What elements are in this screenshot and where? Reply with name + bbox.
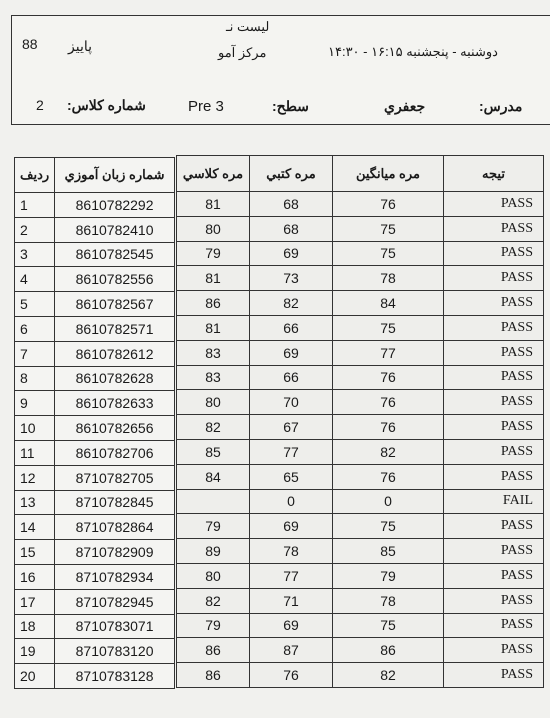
- header-right-panel: [176, 16, 549, 123]
- average-score: 86: [333, 638, 444, 663]
- table-row: [15, 440, 175, 465]
- result: PASS: [444, 415, 544, 440]
- row-number: 12: [15, 465, 55, 490]
- class-score: 89: [177, 539, 250, 564]
- table-row: [177, 464, 544, 489]
- class-score: 86: [177, 638, 250, 663]
- average-score: 78: [333, 266, 444, 291]
- table-row: [177, 216, 544, 241]
- table-row: [177, 390, 544, 415]
- result: PASS: [444, 365, 544, 390]
- row-number: 16: [15, 564, 55, 589]
- written-score: 76: [250, 663, 333, 688]
- result: PASS: [444, 390, 544, 415]
- written-score: 69: [250, 241, 333, 266]
- student-id: 8710782845: [55, 490, 175, 515]
- result: PASS: [444, 613, 544, 638]
- result: PASS: [444, 340, 544, 365]
- student-id: 8710782705: [55, 465, 175, 490]
- row-number: 7: [15, 341, 55, 366]
- table-row: [177, 291, 544, 316]
- table-row: [15, 341, 175, 366]
- result: PASS: [444, 216, 544, 241]
- written-score: 73: [250, 266, 333, 291]
- row-number: 3: [15, 242, 55, 267]
- table-row: [177, 266, 544, 291]
- header-title: لیست نـ: [226, 19, 270, 34]
- class-score: 81: [177, 315, 250, 340]
- written-score: 68: [250, 216, 333, 241]
- row-number: 8: [15, 366, 55, 391]
- table-row: [177, 340, 544, 365]
- student-id: 8610782410: [55, 217, 175, 242]
- student-id: 8610782571: [55, 316, 175, 341]
- class-score: 80: [177, 216, 250, 241]
- written-score: 66: [250, 365, 333, 390]
- average-score: 84: [333, 291, 444, 316]
- class-score: 85: [177, 439, 250, 464]
- written-score: 66: [250, 315, 333, 340]
- level-value: Pre 3: [188, 98, 224, 115]
- row-number: 20: [15, 664, 55, 689]
- average-score: 77: [333, 340, 444, 365]
- teacher-name: جعفري: [384, 98, 426, 114]
- student-id: 8610782706: [55, 440, 175, 465]
- table-header-row: [177, 156, 544, 192]
- col-header-student-id: شماره زبان آموزي: [55, 158, 175, 193]
- table-row: [177, 588, 544, 613]
- table-row: [177, 563, 544, 588]
- table-row: [15, 564, 175, 589]
- written-score: 82: [250, 291, 333, 316]
- student-id: 8710782909: [55, 540, 175, 565]
- teacher-label: مدرس:: [479, 98, 523, 114]
- student-id: 8710782864: [55, 515, 175, 540]
- student-id: 8610782656: [55, 416, 175, 441]
- written-score: 69: [250, 514, 333, 539]
- table-row: [177, 489, 544, 514]
- result: PASS: [444, 663, 544, 688]
- student-id: 8610782612: [55, 341, 175, 366]
- table-row: [15, 366, 175, 391]
- class-score: 86: [177, 291, 250, 316]
- result: PASS: [444, 514, 544, 539]
- written-score: 69: [250, 613, 333, 638]
- class-score: 80: [177, 390, 250, 415]
- class-score: 82: [177, 588, 250, 613]
- result: PASS: [444, 563, 544, 588]
- average-score: 76: [333, 365, 444, 390]
- row-number: 4: [15, 267, 55, 292]
- average-score: 75: [333, 241, 444, 266]
- written-score: 67: [250, 415, 333, 440]
- class-score: [177, 489, 250, 514]
- written-score: 0: [250, 489, 333, 514]
- table-row: [177, 663, 544, 688]
- col-header-written-score: مره كتبي: [250, 156, 333, 192]
- written-score: 77: [250, 439, 333, 464]
- table-row: [15, 614, 175, 639]
- table-row: [15, 267, 175, 292]
- written-score: 77: [250, 563, 333, 588]
- average-score: 0: [333, 489, 444, 514]
- table-row: [15, 540, 175, 565]
- class-score: 86: [177, 663, 250, 688]
- student-id: 8610782628: [55, 366, 175, 391]
- result: PASS: [444, 539, 544, 564]
- written-score: 68: [250, 192, 333, 217]
- average-score: 82: [333, 663, 444, 688]
- average-score: 75: [333, 216, 444, 241]
- col-header-row-number: رديف: [15, 158, 55, 193]
- average-score: 75: [333, 514, 444, 539]
- result: PASS: [444, 266, 544, 291]
- written-score: 78: [250, 539, 333, 564]
- student-id: 8610782633: [55, 391, 175, 416]
- table-row: [177, 315, 544, 340]
- row-number: 5: [15, 292, 55, 317]
- result: PASS: [444, 291, 544, 316]
- row-number: 11: [15, 440, 55, 465]
- table-row: [15, 490, 175, 515]
- student-id: 8610782292: [55, 193, 175, 218]
- average-score: 76: [333, 192, 444, 217]
- class-score: 81: [177, 266, 250, 291]
- row-number: 10: [15, 416, 55, 441]
- written-score: 70: [250, 390, 333, 415]
- result: PASS: [444, 464, 544, 489]
- row-number: 19: [15, 639, 55, 664]
- class-score: 84: [177, 464, 250, 489]
- student-id: 8710783071: [55, 614, 175, 639]
- average-score: 78: [333, 588, 444, 613]
- table-row: [15, 193, 175, 218]
- table-header-row: [15, 158, 175, 193]
- table-row: [177, 638, 544, 663]
- table-row: [15, 664, 175, 689]
- class-score: 79: [177, 514, 250, 539]
- result: PASS: [444, 588, 544, 613]
- row-number: 1: [15, 193, 55, 218]
- average-score: 85: [333, 539, 444, 564]
- table-row: [15, 589, 175, 614]
- col-header-result: تيجه: [444, 156, 544, 192]
- table-row: [177, 439, 544, 464]
- result: PASS: [444, 638, 544, 663]
- result: FAIL: [444, 489, 544, 514]
- student-id: 8710782945: [55, 589, 175, 614]
- table-row: [177, 415, 544, 440]
- table-row: [15, 391, 175, 416]
- class-score: 82: [177, 415, 250, 440]
- student-id: 8610782545: [55, 242, 175, 267]
- student-id: 8610782556: [55, 267, 175, 292]
- class-number-label: شماره كلاس:: [67, 97, 146, 113]
- class-number-value: 2: [36, 97, 44, 113]
- table-row: [15, 416, 175, 441]
- written-score: 71: [250, 588, 333, 613]
- table-row: [177, 241, 544, 266]
- class-score: 83: [177, 340, 250, 365]
- row-number: 9: [15, 391, 55, 416]
- average-score: 75: [333, 315, 444, 340]
- written-score: 65: [250, 464, 333, 489]
- table-row: [15, 465, 175, 490]
- row-number: 13: [15, 490, 55, 515]
- student-id: 8710783128: [55, 664, 175, 689]
- scores-table: [176, 155, 544, 688]
- class-score: 80: [177, 563, 250, 588]
- header-center: مرکز آمو: [218, 45, 267, 60]
- table-row: [177, 365, 544, 390]
- written-score: 87: [250, 638, 333, 663]
- student-id-table: [14, 157, 175, 689]
- table-row: [15, 292, 175, 317]
- average-score: 75: [333, 613, 444, 638]
- level-label: سطح:: [272, 98, 309, 114]
- row-number: 18: [15, 614, 55, 639]
- result: PASS: [444, 241, 544, 266]
- result: PASS: [444, 439, 544, 464]
- row-number: 14: [15, 515, 55, 540]
- class-score: 83: [177, 365, 250, 390]
- row-number: 2: [15, 217, 55, 242]
- class-score: 79: [177, 613, 250, 638]
- table-row: [15, 515, 175, 540]
- student-id: 8710783120: [55, 639, 175, 664]
- row-number: 17: [15, 589, 55, 614]
- average-score: 76: [333, 415, 444, 440]
- class-score: 79: [177, 241, 250, 266]
- col-header-average-score: مره ميانگين: [333, 156, 444, 192]
- table-row: [15, 316, 175, 341]
- table-row: [15, 217, 175, 242]
- header-code: 88: [22, 36, 38, 52]
- result: PASS: [444, 315, 544, 340]
- table-row: [15, 242, 175, 267]
- table-row: [177, 613, 544, 638]
- table-row: [177, 192, 544, 217]
- class-score: 81: [177, 192, 250, 217]
- header-schedule: دوشنبه - پنجشنبه ۱۶:۱۵ - ۱۴:۳۰: [328, 44, 498, 59]
- row-number: 6: [15, 316, 55, 341]
- table-row: [177, 514, 544, 539]
- table-row: [177, 539, 544, 564]
- table-row: [15, 639, 175, 664]
- student-id: 8710782934: [55, 564, 175, 589]
- student-id: 8610782567: [55, 292, 175, 317]
- row-number: 15: [15, 540, 55, 565]
- result: PASS: [444, 192, 544, 217]
- average-score: 76: [333, 464, 444, 489]
- col-header-class-score: مره كلاسي: [177, 156, 250, 192]
- average-score: 76: [333, 390, 444, 415]
- average-score: 82: [333, 439, 444, 464]
- average-score: 79: [333, 563, 444, 588]
- header-term: پاييز: [68, 38, 93, 54]
- written-score: 69: [250, 340, 333, 365]
